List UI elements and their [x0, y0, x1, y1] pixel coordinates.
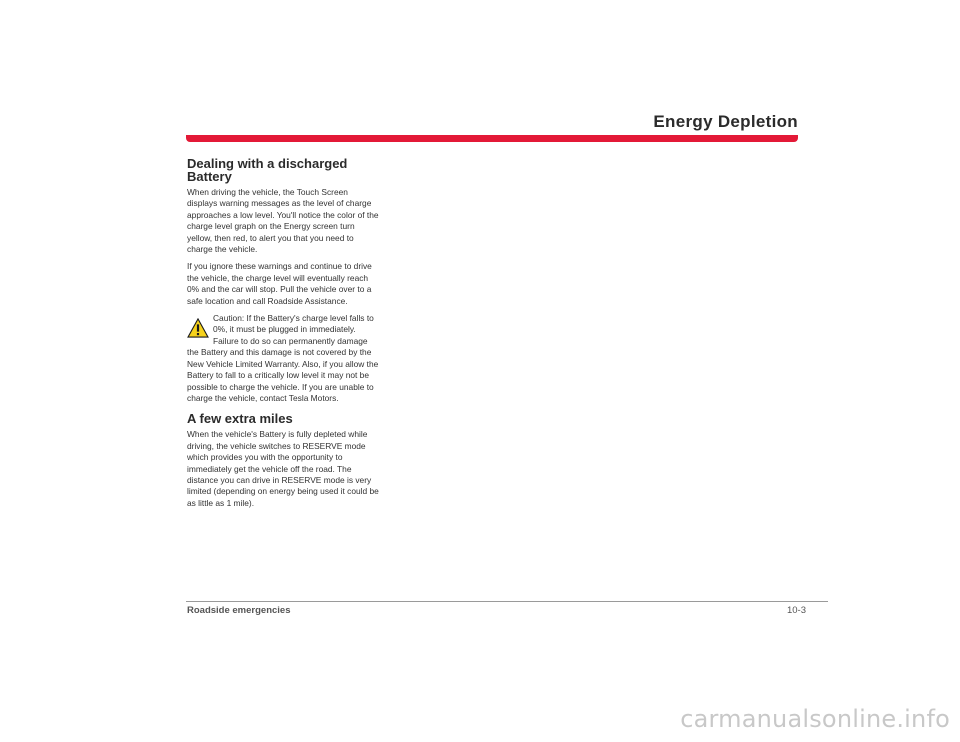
footer-rule	[186, 601, 828, 602]
footer-section-name: Roadside emergencies	[187, 605, 291, 616]
caution-note	[187, 313, 379, 404]
page-title: Energy Depletion	[653, 112, 798, 131]
caution-text: Caution: If the Battery's charge level falls to 0%, it must be plugged in immediately. Failure to do so can permanently damage the Battery and this damage is not covered by the New Vehicle Limited Warranty. Also, if you allow the Battery to fall to a critically low level it may not be possible to charge the vehicle. If you are unable to charge the vehicle, contact Tesla Motors.	[187, 313, 379, 403]
header-accent-bar	[186, 135, 798, 142]
section-heading-discharged-battery: Dealing with a discharged Battery	[187, 156, 348, 184]
warning-triangle-icon	[187, 318, 209, 338]
paragraph-warning-messages: When driving the vehicle, the Touch Screen displays warning messages as the level of charge approaches a low level. You'll notice the color of the charge level graph on the Energy screen turn yellow, then red, to alert you that you need to charge the vehicle.	[187, 187, 379, 255]
section-heading-extra-miles: A few extra miles	[187, 411, 293, 427]
paragraph-reserve-mode: When the vehicle's Battery is fully depleted while driving, the vehicle switches to RESERVE mode which provides you with the opportunity to immediately get the vehicle off the road. The distance you can drive in RESERVE mode is very limited (depending on energy being used it could be as little as 1 mile).	[187, 429, 379, 508]
content-column	[187, 157, 379, 515]
footer-page-number: 10-3	[786, 605, 806, 616]
watermark: carmanualsonline.info	[680, 705, 950, 733]
paragraph-ignore-warnings: If you ignore these warnings and continue to drive the vehicle, the charge level will eventually reach 0% and the car will stop. Pull the vehicle over to a safe location and call Roadside Assistance.	[187, 261, 372, 306]
